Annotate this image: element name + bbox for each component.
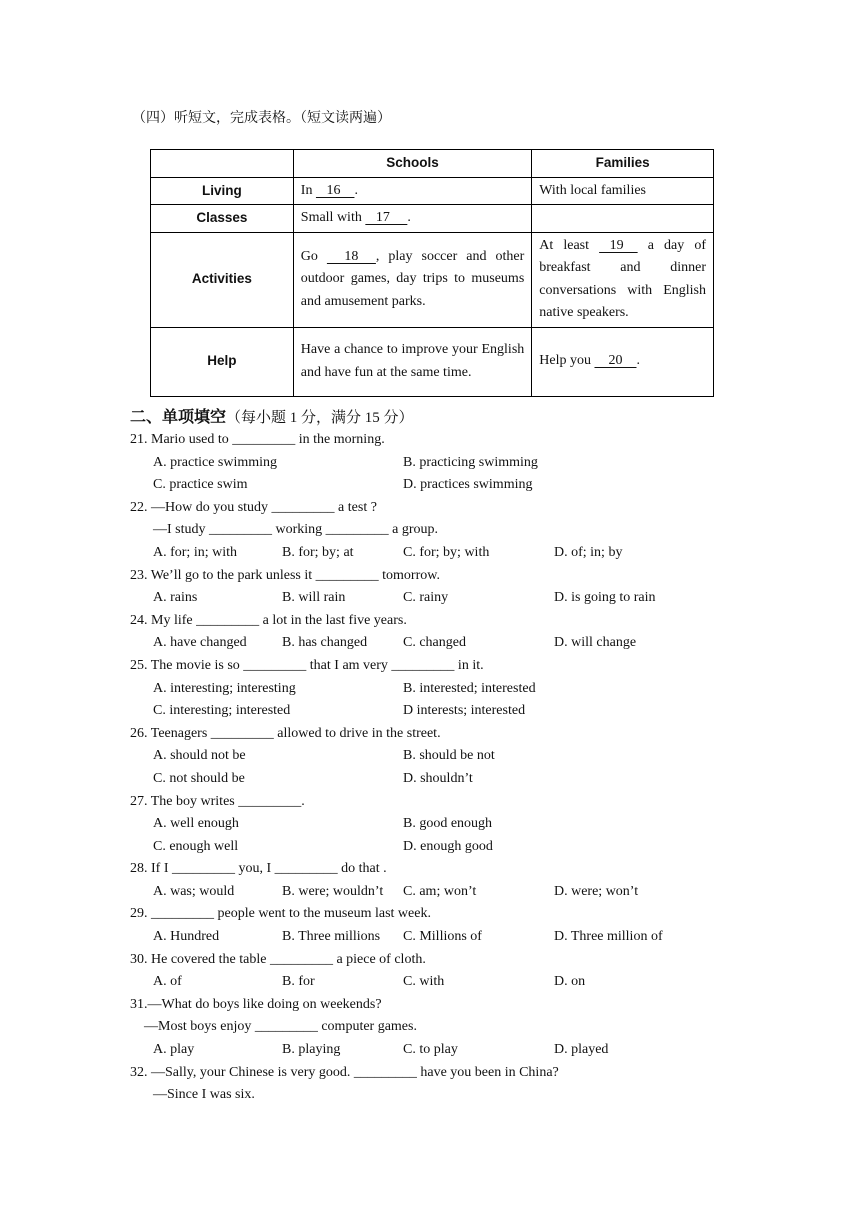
question-27-stem: 27. The boy writes _________. [130, 793, 305, 809]
question-24-option-b[interactable]: B. has changed [282, 635, 368, 651]
option-row [130, 745, 750, 768]
question-31-option-b[interactable]: B. playing [282, 1042, 341, 1058]
question-24-option-c[interactable]: C. changed [403, 635, 466, 651]
question-30-option-c[interactable]: C. with [403, 974, 445, 990]
question-22-option-b[interactable]: B. for; by; at [282, 544, 354, 560]
row-label-classes: Classes [151, 205, 294, 233]
question-31-stem-line2: —Most boys enjoy _________ computer games. [144, 1019, 417, 1035]
header-families: Families [532, 150, 714, 178]
question-26-stem: 26. Teenagers _________ allowed to drive in the street. [130, 725, 441, 741]
header-empty-cell [151, 150, 294, 178]
question-23-option-b[interactable]: B. will rain [282, 590, 346, 606]
cell-help-schools: Have a chance to improve your English and have fun at the same time. [293, 327, 531, 396]
question-21-option-b[interactable]: B. practicing swimming [403, 454, 538, 470]
question-21-option-a[interactable]: A. practice swimming [153, 454, 278, 470]
option-row [130, 452, 750, 475]
option-row [130, 836, 750, 859]
question-26-option-d[interactable]: D. shouldn’t [403, 770, 473, 786]
question-26-option-c[interactable]: C. not should be [153, 770, 245, 786]
cell-activities-families [532, 232, 714, 327]
question-30-option-a[interactable]: A. of [153, 974, 182, 990]
row-label-help: Help [151, 327, 294, 396]
question-24-option-d[interactable]: D. will change [554, 635, 637, 651]
question-24-stem: 24. My life _________ a lot in the last five years. [130, 612, 407, 628]
question-28-option-c[interactable]: C. am; won’t [403, 883, 477, 899]
cell-classes-families [532, 205, 714, 233]
question-list [130, 429, 750, 1107]
cell-text: . [354, 182, 358, 198]
question-29-option-a[interactable]: A. Hundred [153, 929, 220, 945]
cell-text: In [300, 182, 316, 198]
table-row-activities [151, 232, 714, 327]
cell-living-schools [293, 177, 531, 205]
option-row [130, 542, 750, 565]
section-4-title: （四）听短文，完成表格。（短文读两遍） [132, 111, 391, 126]
cell-classes-schools [293, 205, 531, 233]
question-29-option-c[interactable]: C. Millions of [403, 929, 482, 945]
cell-living-families: With local families [532, 177, 714, 205]
question-21-option-d[interactable]: D. practices swimming [403, 477, 533, 493]
question-23-option-d[interactable]: D. is going to rain [554, 590, 656, 606]
header-schools: Schools [293, 150, 531, 178]
question-25-option-a[interactable]: A. interesting; interesting [153, 680, 296, 696]
question-25-option-c[interactable]: C. interesting; interested [153, 703, 291, 719]
question-23-option-c[interactable]: C. rainy [403, 590, 449, 606]
cell-text: Go [300, 248, 327, 264]
cell-help-families [532, 327, 714, 396]
table-row-classes [151, 205, 714, 233]
cell-activities-schools [293, 232, 531, 327]
question-29-option-d[interactable]: D. Three million of [554, 929, 663, 945]
option-row [130, 1039, 750, 1062]
listening-table [150, 149, 714, 397]
question-22-option-c[interactable]: C. for; by; with [403, 544, 490, 560]
option-row [130, 632, 750, 655]
row-label-activities: Activities [151, 232, 294, 327]
cell-text: , play soccer and other outdoor games, day trips to museums and amusement parks. [300, 248, 525, 309]
question-29-option-b[interactable]: B. Three millions [282, 929, 381, 945]
option-row [130, 881, 750, 904]
question-21-stem: 21. Mario used to _________ in the morning. [130, 432, 385, 447]
option-row [130, 678, 750, 701]
question-26-option-b[interactable]: B. should be not [403, 748, 495, 764]
question-31-option-c[interactable]: C. to play [403, 1042, 458, 1058]
blank-16[interactable]: 16 [315, 182, 355, 198]
blank-17[interactable]: 17 [365, 210, 408, 225]
question-21-option-c[interactable]: C. practice swim [153, 477, 248, 493]
question-25-option-b[interactable]: B. interested; interested [403, 680, 536, 696]
question-23-stem: 23. We’ll go to the park unless it _________ tomorrow. [130, 567, 440, 583]
section-2-title: 二、单项填空 [130, 407, 227, 426]
blank-19[interactable]: 19 [599, 237, 638, 253]
question-31-option-d[interactable]: D. played [554, 1042, 609, 1058]
question-31-stem: 31.—What do boys like doing on weekends? [130, 996, 382, 1012]
question-28-option-a[interactable]: A. was; would [153, 883, 235, 899]
table-row-living [151, 177, 714, 205]
question-27-option-a[interactable]: A. well enough [153, 816, 239, 832]
question-22-stem-line2: —I study _________ working _________ a group. [153, 522, 439, 538]
cell-text: . [407, 210, 411, 225]
table-header-row [151, 150, 714, 178]
question-28-option-b[interactable]: B. were; wouldn’t [282, 883, 384, 899]
question-28-stem: 28. If I _________ you, I _________ do that . [130, 861, 387, 877]
cell-text: a day of breakfast and dinner conversations with English native speakers. [539, 237, 707, 320]
option-row [130, 587, 750, 610]
question-30-option-d[interactable]: D. on [554, 974, 586, 990]
option-row [130, 971, 750, 994]
blank-20[interactable]: 20 [594, 353, 637, 369]
question-23-option-a[interactable]: A. rains [153, 590, 198, 606]
cell-text: At least [539, 237, 600, 253]
question-25-stem: 25. The movie is so _________ that I am very _________ in it. [130, 657, 484, 673]
question-32-stem: 32. —Sally, your Chinese is very good. _________ have you been in China? [130, 1064, 559, 1080]
question-29-stem: 29. _________ people went to the museum last week. [130, 906, 431, 922]
option-row [130, 768, 750, 791]
question-32-stem-line2: —Since I was six. [153, 1087, 255, 1103]
table-row-help [151, 327, 714, 396]
option-row [130, 700, 750, 723]
question-30-stem: 30. He covered the table _________ a piece of cloth. [130, 951, 426, 967]
cell-text: Small with [300, 210, 366, 225]
question-25-option-d[interactable]: D interests; interested [403, 703, 526, 719]
option-row [130, 813, 750, 836]
blank-18[interactable]: 18 [326, 248, 376, 264]
question-27-option-b[interactable]: B. good enough [403, 816, 493, 832]
option-row [130, 474, 750, 497]
question-30-option-b[interactable]: B. for [282, 974, 315, 990]
question-24-option-a[interactable]: A. have changed [153, 635, 247, 651]
question-27-option-c[interactable]: C. enough well [153, 838, 239, 854]
cell-text: . [636, 353, 640, 369]
section-2-heading [130, 404, 414, 427]
question-26-option-a[interactable]: A. should not be [153, 748, 246, 764]
cell-text: Help you [539, 353, 595, 369]
question-22-option-d[interactable]: D. of; in; by [554, 544, 623, 560]
option-row [130, 926, 750, 949]
question-28-option-d[interactable]: D. were; won’t [554, 883, 639, 899]
question-22-option-a[interactable]: A. for; in; with [153, 544, 237, 560]
question-22-stem: 22. —How do you study _________ a test ? [130, 499, 377, 515]
row-label-living: Living [151, 177, 294, 205]
question-27-option-d[interactable]: D. enough good [403, 838, 493, 854]
question-31-option-a[interactable]: A. play [153, 1042, 195, 1058]
section-2-note: （每小题 1 分，满分 15 分） [226, 410, 414, 426]
